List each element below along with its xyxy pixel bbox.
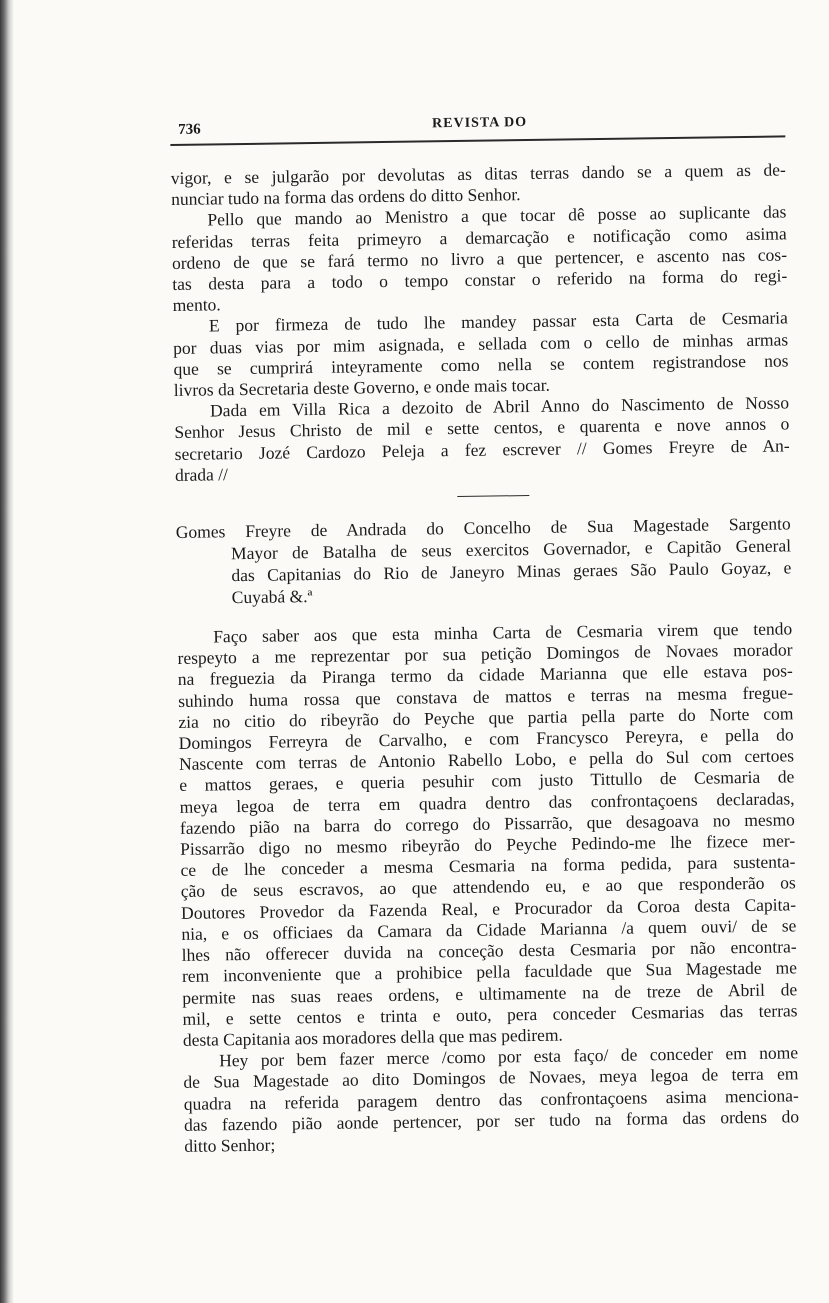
text-line: mil, e sette centos e trinta e outo, pera conceder Cesmarias das terras xyxy=(182,1000,798,1029)
second-document-body xyxy=(177,618,799,1157)
text-line: Domingos Ferreyra de Carvalho, e com Francysco Pereyra, e pella do xyxy=(178,724,794,754)
paragraph xyxy=(183,1042,799,1157)
text-line: mento. xyxy=(172,294,221,316)
text-line: e mattos geraes, e queria pesuhir com justo Tittullo de Cesmaria de xyxy=(179,766,795,796)
text-line: Dada em Villa Rica a dezoito de Abril Anno do Nascimento de Nosso xyxy=(209,392,790,421)
text-line: ditto Senhor; xyxy=(184,1134,276,1156)
text-line: fazendo pião na barra do corrego do Pissarrão, que desagoava no mesmo xyxy=(179,809,795,838)
text-line: permite nas suas reaes ordens, e ultimamente na de treze de Abril de xyxy=(182,978,798,1008)
document-page xyxy=(170,109,799,1157)
text-line: de Sua Magestade ao dito Domingos de Novaes, meya legoa de terra em xyxy=(183,1063,799,1093)
text-line: Pello que mando ao Menistro a que tocar dê posse ao suplicante das xyxy=(207,201,787,230)
text-line: ordeno de que se fará termo no livro a que pertencer, e ascento nas cos- xyxy=(171,244,788,273)
paragraph xyxy=(173,308,789,401)
heading-line: das Capitanias do Rio de Janeyro Minas geraes São Paulo Goyaz, e xyxy=(231,557,792,586)
text-line: desta Capitania aos moradores della que mas pedirem. xyxy=(182,1024,563,1050)
page-number: 736 xyxy=(178,121,201,138)
text-line: Senhor Jesus Christo de mil e sette centos, e quarenta e nove annos o xyxy=(174,413,790,443)
paragraph xyxy=(177,618,798,1051)
section-separator xyxy=(457,495,529,497)
text-line: Pissarrão digo no mesmo ribeyrão do Peyche Pedindo-me lhe fizece mer- xyxy=(180,830,796,860)
paragraph xyxy=(171,202,787,317)
text-line: tas desta para a todo o tempo constar o referido na forma do regi- xyxy=(172,265,788,294)
text-line: drada // xyxy=(174,464,229,485)
book-spine-edge xyxy=(0,0,14,1303)
text-line: rem inconveniente que a prohibice pella faculdade que Sua Magestade me xyxy=(181,957,798,987)
heading-line: Gomes Freyre de Andrada do Concelho de Sua Magestade Sargento xyxy=(175,513,791,543)
text-line: E por firmeza de tudo lhe mandey passar esta Carta de Cesmaria xyxy=(208,307,788,336)
text-line: quadra na referida paragem dentro das confrontaçoens asima menciona- xyxy=(183,1084,799,1114)
text-line: Doutores Provedor da Fazenda Real, e Procurador da Coroa desta Capita- xyxy=(180,894,797,923)
text-line: ção de seus escravos, ao que attendendo eu, e ao que responderão os xyxy=(180,872,796,902)
first-document-body xyxy=(171,159,790,486)
heading-line: Cuyabá &.ª xyxy=(231,586,313,608)
text-line: Nascente com terras de Antonio Rabello Lobo, e pella do Sul com certoes xyxy=(178,745,795,775)
text-line: lhes não offerecer duvida na conceção desta Cesmaria por não encontra- xyxy=(181,936,797,966)
text-line: ce de lhe conceder a mesma Cesmaria na forma pedida, para sustenta- xyxy=(180,851,796,881)
text-line: nunciar tudo na forma das ordens do ditto Senhor. xyxy=(170,184,521,210)
heading-line: Mayor de Batalha de seus exercitos Governador, e Capitão General xyxy=(230,535,792,564)
running-head xyxy=(170,109,785,146)
text-line: respeyto a me reprezentar por sua petição Domingos de Novaes morador xyxy=(177,639,793,669)
text-line: secretario Jozé Cardozo Peleja a fez escrever // Gomes Freyre de An- xyxy=(174,435,790,464)
text-line: das fazendo pião aonde pertencer, por ser tudo na forma das ordens do xyxy=(183,1106,800,1135)
text-line: por duas vias por mim asignada, e sellada com o cello de minhas armas xyxy=(173,329,789,358)
text-line: nia, e os officiaes da Camara da Cidade Marianna /a quem ouvi/ de se xyxy=(181,915,797,944)
text-line: meya legoa de terra em quadra dentro das confrontaçoens declaradas, xyxy=(179,788,795,817)
text-line: suhindo huma rossa que constava de mattos e terras na mesma fregue- xyxy=(177,682,794,711)
text-line: vigor, e se julgarão por devolutas as ditas terras dando se a quem as de- xyxy=(170,159,786,188)
text-line: livros da Secretaria deste Governo, e onde mais tocar. xyxy=(173,374,551,401)
text-line: zia no citio do ribeyrão do Peyche que partia pella parte do Norte com xyxy=(178,703,794,732)
journal-title: REVISTA DO xyxy=(432,115,528,132)
text-line: Hey por bem fazer merce /como por esta faço/ de conceder em nome xyxy=(219,1042,799,1071)
text-line: Faço saber aos que esta minha Carta de Cesmaria virem que tendo xyxy=(213,618,793,647)
text-line: que se cumprirá inteyramente como nella se contem registrandose nos xyxy=(173,350,789,379)
second-document-heading xyxy=(176,512,792,609)
text-line: na freguezia da Piranga termo da cidade Marianna que elle estava pos- xyxy=(177,660,793,690)
text-line: referidas terras feita primeyro a demarcação e notificação como asima xyxy=(171,223,787,252)
paragraph xyxy=(174,393,790,486)
